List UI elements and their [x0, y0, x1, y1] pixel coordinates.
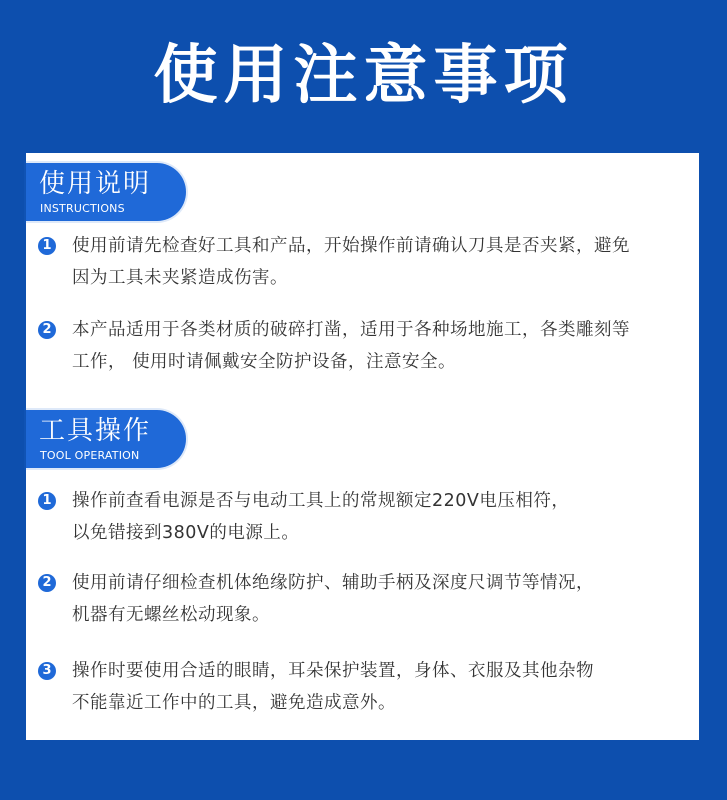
- item-line: 操作前查看电源是否与电动工具上的常规额定220V电压相符，: [72, 491, 570, 511]
- item-line: 机器有无螺丝松动现象。: [72, 605, 270, 625]
- item-line: 工作， 使用时请佩戴安全防护设备，注意安全。: [72, 352, 457, 372]
- section-title: 使用说明: [39, 169, 152, 199]
- item-line: 使用前请先检查好工具和产品，开始操作前请确认刀具是否夹紧，避免: [72, 236, 630, 256]
- number-3-icon: 3: [38, 662, 56, 680]
- item-line: 操作时要使用合适的眼睛，耳朵保护装置，身体、衣服及其他杂物: [72, 661, 594, 681]
- item-text: [72, 230, 678, 294]
- section-subtitle: INSTRUCTIONS: [40, 202, 125, 215]
- section-header-instructions: [26, 163, 186, 221]
- item-line: 以免错接到380V的电源上。: [72, 523, 300, 543]
- number-2-icon: 2: [38, 321, 56, 339]
- number-2-icon: 2: [38, 574, 56, 592]
- item-text: [72, 314, 678, 378]
- instructions-card: [26, 153, 699, 740]
- item-line: 本产品适用于各类材质的破碎打凿，适用于各种场地施工，各类雕刻等: [72, 320, 630, 340]
- section-header-tool-operation: [26, 410, 186, 468]
- item-text: [72, 567, 678, 631]
- item-text: [72, 655, 678, 719]
- section-subtitle: TOOL OPERATION: [40, 449, 140, 462]
- item-text: [72, 485, 678, 549]
- section-title: 工具操作: [39, 416, 152, 446]
- number-1-icon: 1: [38, 492, 56, 510]
- number-1-icon: 1: [38, 237, 56, 255]
- page-title: 使用注意事项: [153, 39, 574, 113]
- item-line: 不能靠近工作中的工具，避免造成意外。: [72, 693, 396, 713]
- item-line: 使用前请仔细检查机体绝缘防护、辅助手柄及深度尺调节等情况，: [72, 573, 594, 593]
- item-line: 因为工具未夹紧造成伤害。: [72, 268, 288, 288]
